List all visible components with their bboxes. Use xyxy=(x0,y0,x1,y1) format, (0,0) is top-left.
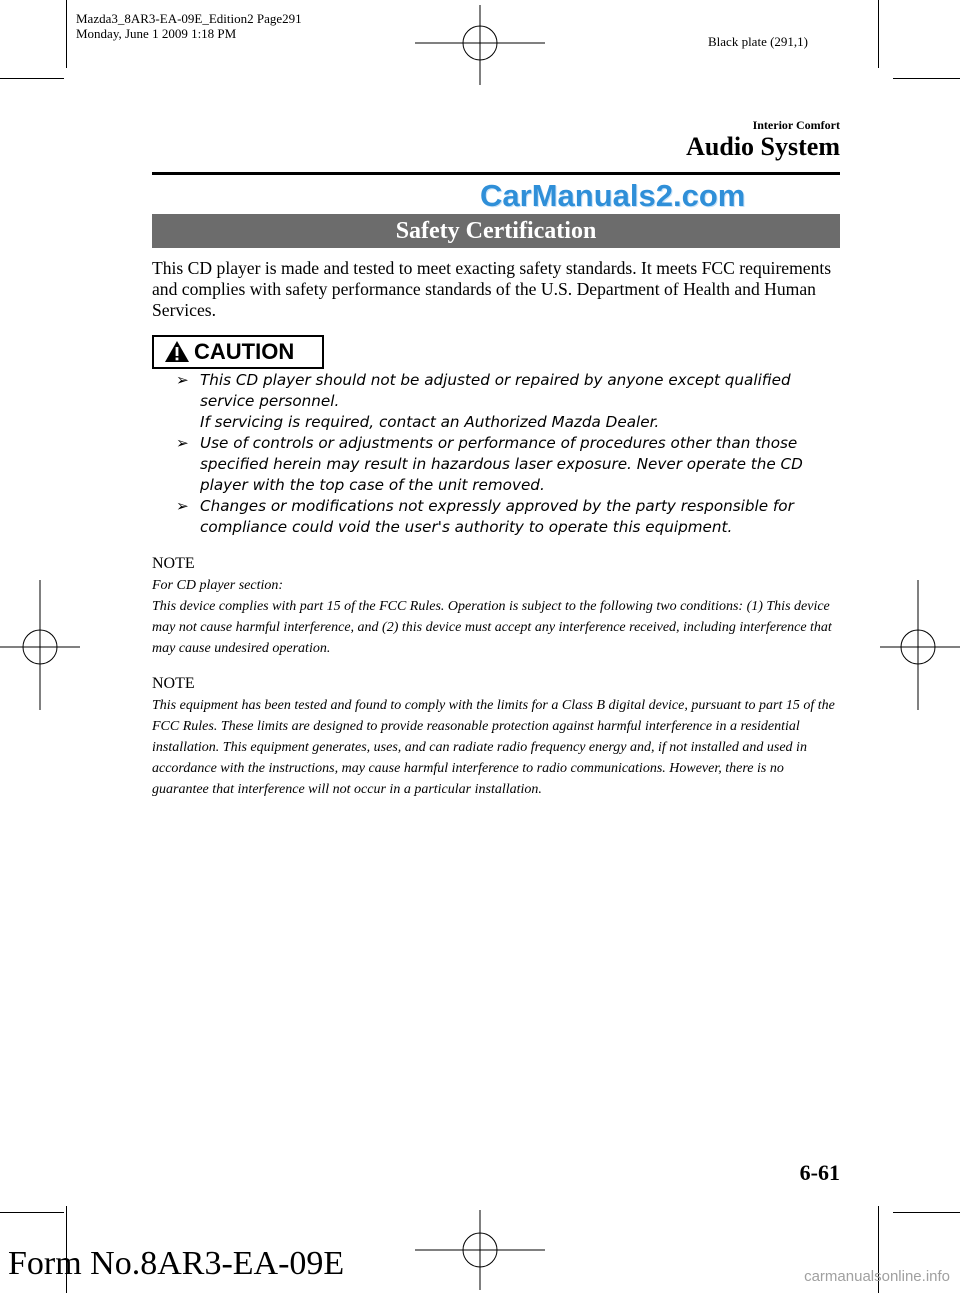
note-line: This equipment has been tested and found to comply with the limits for a Class B digital device, pursuant to part 15 of the FCC Rules. These limits are designed to provide reasonable protection against harmful interference in a residential installation. This equipment generates, uses, and can radiate radio frequency energy and, if not installed and used in accordance with the instructions, may cause harmful interference to radio communications. However, there is no guarantee that interference will not occur in a particular installation. xyxy=(152,698,835,797)
registration-mark-right xyxy=(880,580,960,710)
print-metadata xyxy=(76,11,302,41)
page-number: 6-61 xyxy=(799,1160,840,1185)
intro-paragraph: This CD player is made and tested to meet exacting safety standards. It meets FCC requirements and complies with safety performance standards of the U.S. Department of Health and Human Services. xyxy=(152,258,832,320)
crop-mark xyxy=(66,0,67,68)
crop-mark xyxy=(878,0,879,68)
caution-item-text: If servicing is required, contact an Authorized Mazda Dealer. xyxy=(200,413,660,431)
crop-mark xyxy=(0,78,64,79)
caution-item xyxy=(176,370,836,433)
registration-mark-bottom xyxy=(415,1210,545,1290)
caution-list xyxy=(176,370,836,538)
caution-item xyxy=(176,433,836,496)
print-date: Monday, June 1 2009 1:18 PM xyxy=(76,26,237,41)
note-body xyxy=(152,575,842,659)
form-number: Form No.8AR3-EA-09E xyxy=(8,1245,345,1282)
crop-mark xyxy=(0,1212,64,1213)
warning-icon xyxy=(164,340,190,363)
plate-label: Black plate (291,1) xyxy=(708,34,808,49)
note-body xyxy=(152,695,842,800)
site-watermark: carmanualsonline.info xyxy=(804,1268,950,1285)
crop-mark xyxy=(893,78,960,79)
arrow-bullet-icon: ➢ xyxy=(176,497,189,515)
note-line: For CD player section: xyxy=(152,578,284,593)
chapter-title: Audio System xyxy=(686,132,840,161)
caution-label-box xyxy=(152,335,324,369)
caution-item-text: This CD player should not be adjusted or repaired by anyone except qualified service personnel. xyxy=(200,371,791,410)
crop-mark xyxy=(893,1212,960,1213)
note-title: NOTE xyxy=(152,675,195,692)
registration-mark-top xyxy=(415,5,545,85)
note-line: This device complies with part 15 of the FCC Rules. Operation is subject to the following two conditions: (1) This device may not cause harmful interference, and (2) this device must accept any interference received, including interference that may cause undesired operation. xyxy=(152,599,832,656)
arrow-bullet-icon: ➢ xyxy=(176,434,189,452)
print-file-name: Mazda3_8AR3-EA-09E_Edition2 Page291 xyxy=(76,11,302,26)
section-banner: Safety Certification xyxy=(152,214,840,248)
header-rule xyxy=(152,172,840,175)
note-title: NOTE xyxy=(152,555,195,572)
caution-item xyxy=(176,496,836,538)
caution-item-text: Use of controls or adjustments or performance of procedures other than those specified herein may result in hazardous laser exposure. Never operate the CD player with the top case of the unit removed. xyxy=(200,434,803,494)
watermark-logo: CarManuals2.com xyxy=(480,178,746,213)
section-title: Interior Comfort xyxy=(752,118,840,132)
arrow-bullet-icon: ➢ xyxy=(176,371,189,389)
caution-label: CAUTION xyxy=(194,339,295,364)
registration-mark-left xyxy=(0,580,80,710)
caution-item-text: Changes or modifications not expressly approved by the party responsible for compliance could void the user's authority to operate this equipment. xyxy=(200,497,794,536)
